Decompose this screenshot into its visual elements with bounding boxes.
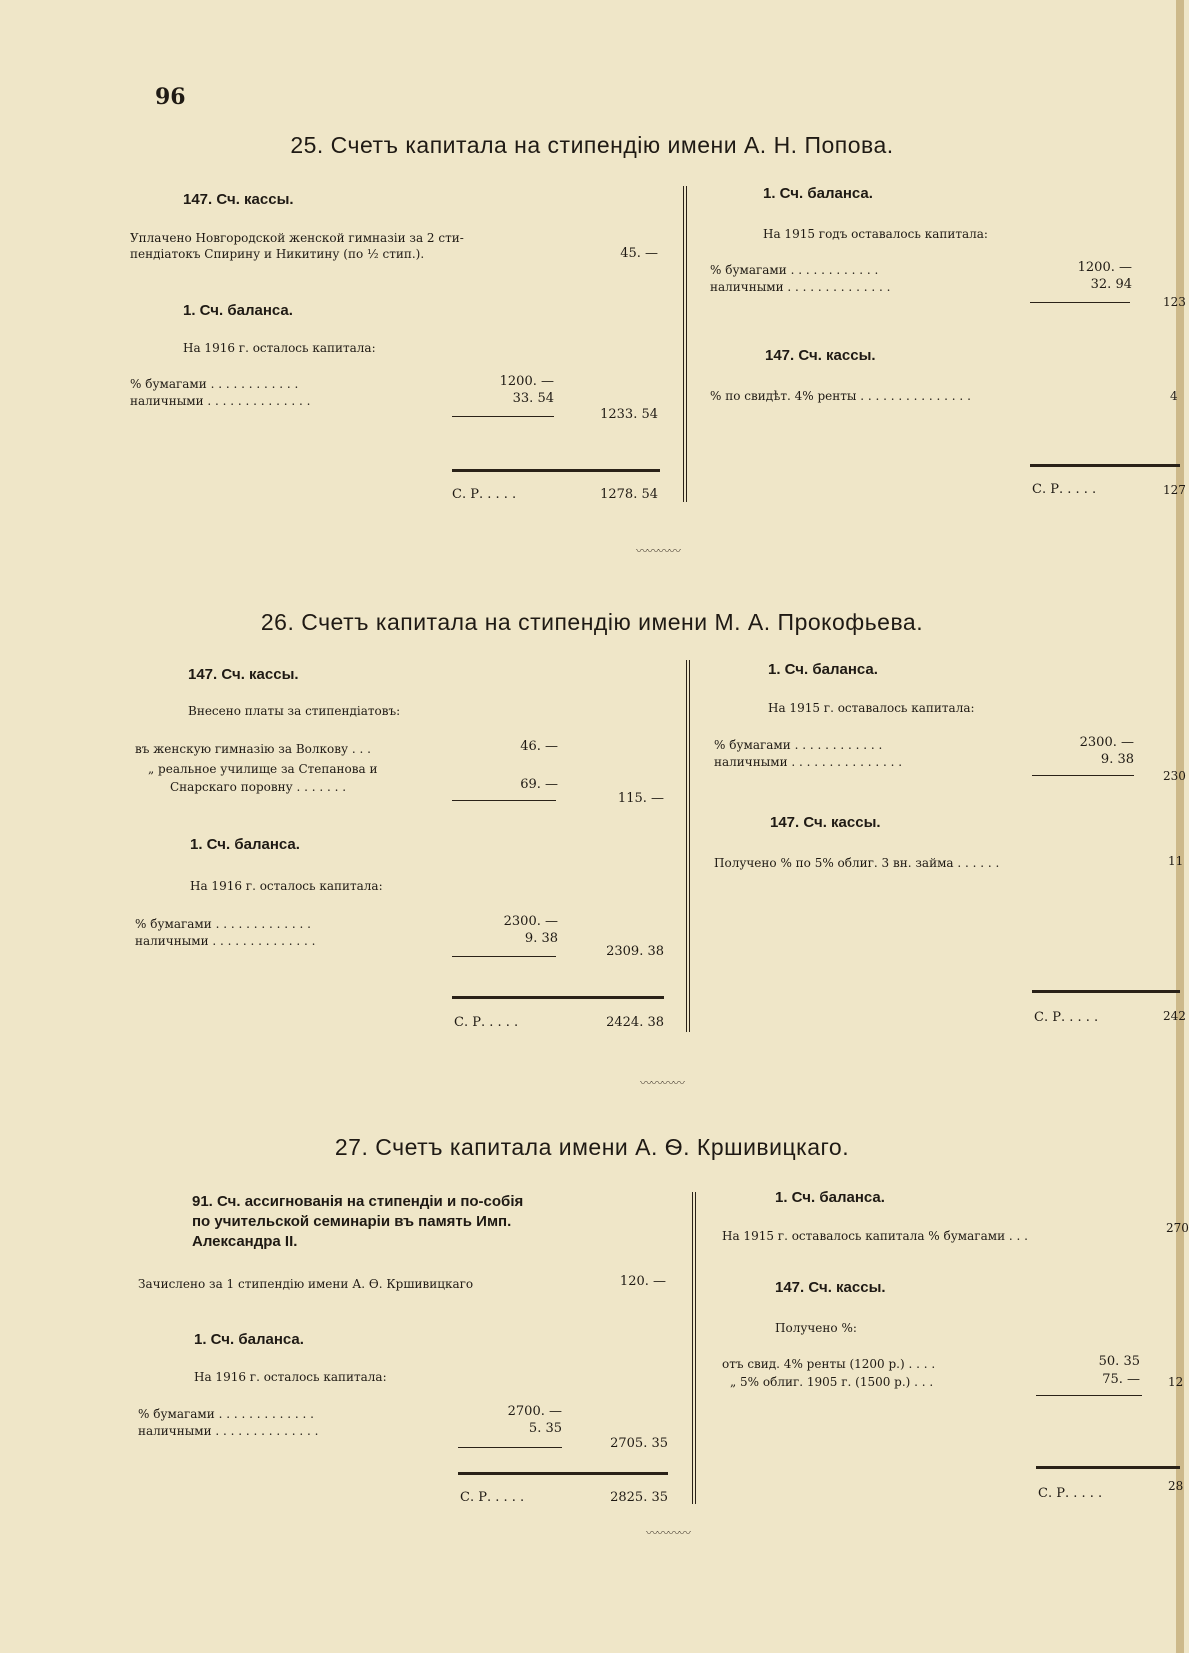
right-heading-2: 147. Сч. кассы. [770,814,881,831]
left-item-1: въ женскую гимназію за Волкову . . . [135,742,371,756]
left-item-2: наличными . . . . . . . . . . . . . . [138,1424,319,1438]
right-item-2-value: 9. 38 [1100,752,1134,767]
left-total: 2424. 38 [606,1015,664,1030]
page-edge [1176,0,1184,1653]
section-divider: 〰〰〰〰 [636,544,681,558]
left-total: 1278. 54 [600,487,658,502]
left-amount-1: 45. — [620,246,658,261]
subtotal-rule [452,800,556,801]
right-heading-1: 1. Сч. баланса. [763,185,873,202]
right-total-label: С. Р. . . . . [1038,1486,1103,1501]
right-edge-value-2: 4 [1170,389,1178,403]
right-heading-1: 1. Сч. баланса. [768,661,878,678]
right-item-2-value: 32. 94 [1090,277,1132,292]
left-subtotal: 1233. 54 [600,407,658,422]
right-item-3: Получено % по 5% облиг. 3 вн. займа . . . . . . [714,856,1000,870]
left-heading-1: 147. Сч. кассы. [183,191,294,208]
left-total-label: С. Р. . . . . [460,1490,525,1505]
column-separator [683,186,687,502]
left-heading-2: 1. Сч. баланса. [190,836,300,853]
right-item-1: % бумагами . . . . . . . . . . . . [714,738,883,752]
right-item-2: наличными . . . . . . . . . . . . . . . [714,755,903,769]
page-number: 96 [155,84,186,110]
subtotal-rule [1032,775,1134,776]
right-total-label: С. Р. . . . . [1032,482,1097,497]
right-item-1: % бумагами . . . . . . . . . . . . [710,263,879,277]
right-item-2: наличными . . . . . . . . . . . . . . [710,280,891,294]
left-item-3-value: 69. — [520,777,558,792]
left-desc-1: Зачислено за 1 стипендію имени А. Ѳ. Кршивицкаго [138,1277,474,1291]
right-edge-value-2: 12 [1168,1375,1184,1389]
right-item-1-value: 50. 35 [1098,1354,1140,1369]
right-item-2: „ 5% облиг. 1905 г. (1500 р.) . . . [730,1375,934,1389]
right-item-3: % по свидѣт. 4% ренты . . . . . . . . . . . . . . . [710,389,971,403]
left-desc-1: Уплачено Новгородской женской гимназіи за 2 сти- [130,231,464,245]
right-edge-value-1: 230 [1163,769,1186,783]
section-divider: 〰〰〰〰 [640,1076,685,1090]
left-item-1: % бумагами . . . . . . . . . . . . . [138,1407,314,1421]
right-item-1: отъ свид. 4% ренты (1200 р.) . . . . [722,1357,936,1371]
left-heading-1: 91. Сч. ассигнованія на стипендіи и по-собія по учительской семинаріи въ память Имп. Александра II. [192,1193,524,1250]
right-item-2-value: 75. — [1102,1372,1140,1387]
subtotal-rule [458,1447,562,1448]
total-rule [452,469,660,472]
section-title: 25. Счетъ капитала на стипендію имени А. Н. Попова. [290,132,894,158]
left-desc-2: На 1916 г. осталось капитала: [190,879,383,893]
total-rule [1032,990,1180,993]
left-item-4: % бумагами . . . . . . . . . . . . . [135,917,311,931]
left-total-label: С. Р. . . . . [452,487,517,502]
right-total-label: С. Р. . . . . [1034,1010,1099,1025]
total-rule [1036,1466,1180,1469]
left-heading-2: 1. Сч. баланса. [194,1331,304,1348]
left-desc-1: Внесено платы за стипендіатовъ: [188,704,401,718]
left-item-2: „ реальное училище за Степанова и [148,762,378,776]
right-edge-value-3: 28 [1168,1479,1184,1493]
left-item-5-value: 9. 38 [524,931,558,946]
right-item-1-value: 2300. — [1079,735,1134,750]
left-desc-2: пендіатокъ Спирину и Никитину (по ½ стип.). [130,247,425,261]
right-desc-1: На 1915 годъ оставалось капитала: [763,227,988,241]
right-edge-value-1: 270 [1166,1221,1189,1235]
subtotal-rule [1030,302,1130,303]
left-subtotal: 2705. 35 [610,1436,668,1451]
left-item-3: Снарскаго поровну . . . . . . . [170,780,347,794]
left-item-2-value: 5. 35 [528,1421,562,1436]
left-item-1-value: 46. — [520,739,558,754]
left-item-1-value: 2700. — [507,1404,562,1419]
left-heading-2: 1. Сч. баланса. [183,302,293,319]
left-item-1: % бумагами . . . . . . . . . . . . [130,377,299,391]
total-rule [1030,464,1180,467]
total-rule [458,1472,668,1475]
right-heading-2: 147. Сч. кассы. [775,1279,886,1296]
right-edge-value-3: 127 [1163,483,1186,497]
right-edge-value-1: 123 [1163,295,1186,309]
left-heading-1: 147. Сч. кассы. [188,666,299,683]
subtotal-rule [452,416,554,417]
left-item-1-value: 1200. — [499,374,554,389]
right-item-1-value: 1200. — [1077,260,1132,275]
section-title: 27. Счетъ капитала имени А. Ѳ. Кршивицкаго. [334,1134,850,1160]
right-edge-value-3: 242 [1163,1009,1186,1023]
left-item-4-value: 2300. — [503,914,558,929]
right-desc-1: На 1915 г. оставалось капитала % бумагами . . . [722,1229,1028,1243]
right-desc-2: Получено %: [775,1321,857,1335]
left-total: 2825. 35 [610,1490,668,1505]
subtotal-rule [452,956,556,957]
left-desc-2: На 1916 г. осталось капитала: [194,1370,387,1384]
left-item-2: наличными . . . . . . . . . . . . . . [130,394,311,408]
left-item-5: наличными . . . . . . . . . . . . . . [135,934,316,948]
left-desc-3: На 1916 г. осталось капитала: [183,341,376,355]
total-rule [452,996,664,999]
column-separator [692,1192,696,1504]
left-item-2-value: 33. 54 [512,391,554,406]
column-separator [686,660,690,1032]
right-desc-1: На 1915 г. оставалось капитала: [768,701,975,715]
right-edge-value-2: 11 [1168,854,1184,868]
subtotal-rule [1036,1395,1142,1396]
right-heading-2: 147. Сч. кассы. [765,347,876,364]
section-divider: 〰〰〰〰 [646,1526,691,1540]
left-amount-1: 120. — [619,1274,666,1289]
right-heading-1: 1. Сч. баланса. [775,1189,885,1206]
left-subtotal-2: 2309. 38 [606,944,664,959]
left-subtotal-1: 115. — [617,791,664,806]
section-title: 26. Счетъ капитала на стипендію имени М. А. Прокофьева. [260,609,924,635]
left-total-label: С. Р. . . . . [454,1015,519,1030]
